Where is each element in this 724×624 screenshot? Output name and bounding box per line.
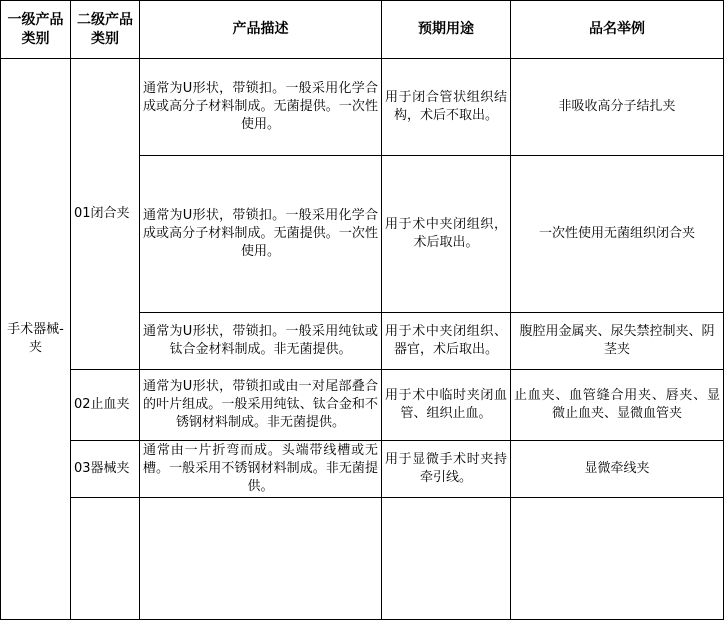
description-cell: 通常为U形状，带锁扣或由一对尾部叠合的叶片组成。一般采用纯钛、钛合金和不锈钢材料制成。非无菌提供。 — [140, 370, 382, 441]
empty-row — [1, 498, 724, 620]
table-row — [1, 59, 724, 156]
intended-use-cell: 用于闭合管状组织结构，术后不取出。 — [382, 59, 511, 156]
examples-cell: 一次性使用无菌组织闭合夹 — [511, 156, 724, 313]
description-cell: 通常为U形状，带锁扣。一般采用纯钛或钛合金材料制成。非无菌提供。 — [140, 313, 382, 370]
header-intended-use: 预期用途 — [382, 1, 511, 59]
description-cell: 通常由一片折弯而成。头端带线槽或无槽。一般采用不锈钢材料制成。非无菌提供。 — [140, 441, 382, 498]
level2-cell: 02止血夹 — [71, 370, 140, 441]
empty-cell — [140, 498, 382, 620]
intended-use-cell: 用于术中夹闭组织，术后取出。 — [382, 156, 511, 313]
table-row — [1, 441, 724, 498]
header-description: 产品描述 — [140, 1, 382, 59]
empty-cell — [382, 498, 511, 620]
header-row — [1, 1, 724, 59]
examples-cell: 非吸收高分子结扎夹 — [511, 59, 724, 156]
empty-cell — [511, 498, 724, 620]
table-row — [1, 370, 724, 441]
level2-cell: 01闭合夹 — [71, 59, 140, 370]
description-cell: 通常为U形状，带锁扣。一般采用化学合成或高分子材料制成。无菌提供。一次性使用。 — [140, 59, 382, 156]
intended-use-cell: 用于显微手术时夹持牵引线。 — [382, 441, 511, 498]
examples-cell: 止血夹、血管缝合用夹、唇夹、显微止血夹、显微血管夹 — [511, 370, 724, 441]
empty-cell — [71, 498, 140, 620]
level2-cell: 03器械夹 — [71, 441, 140, 498]
header-level1: 一级产品类别 — [1, 1, 71, 59]
intended-use-cell: 用于术中临时夹闭血管、组织止血。 — [382, 370, 511, 441]
level1-cell: 手术器械-夹 — [1, 59, 71, 620]
examples-cell: 显微牵线夹 — [511, 441, 724, 498]
header-examples: 品名举例 — [511, 1, 724, 59]
description-cell: 通常为U形状，带锁扣。一般采用化学合成或高分子材料制成。无菌提供。一次性使用。 — [140, 156, 382, 313]
intended-use-cell: 用于术中夹闭组织、器官，术后取出。 — [382, 313, 511, 370]
examples-cell: 腹腔用金属夹、尿失禁控制夹、阴茎夹 — [511, 313, 724, 370]
header-level2: 二级产品类别 — [71, 1, 140, 59]
